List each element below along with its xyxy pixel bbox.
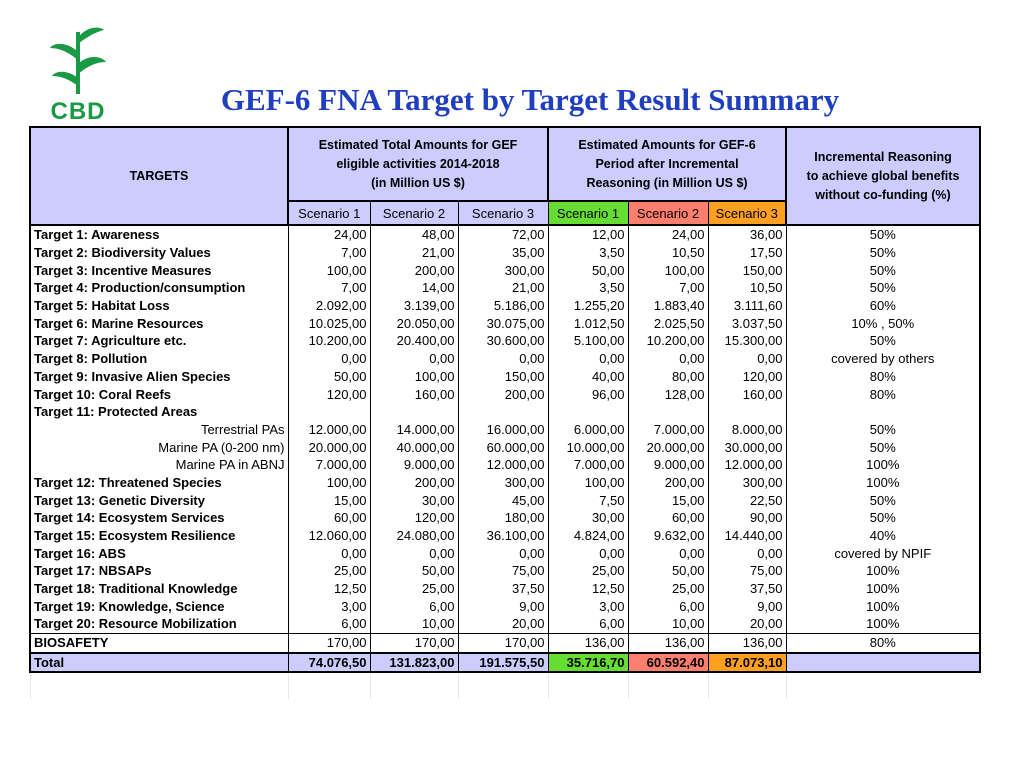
cell-value: 9.000,00 [628, 456, 708, 474]
summary-table [29, 126, 981, 699]
row-label: Target 5: Habitat Loss [30, 297, 288, 315]
cell-value: 100,00 [548, 474, 628, 492]
cell-percent: 50% [786, 509, 980, 527]
table-row [30, 403, 980, 421]
cell-value: 35,00 [458, 244, 548, 262]
row-label: Marine PA (0-200 nm) [30, 438, 288, 456]
row-label: Target 10: Coral Reefs [30, 385, 288, 403]
cell-value: 50,00 [288, 368, 370, 386]
cell-percent: 100% [786, 562, 980, 580]
cell-percent: 50% [786, 225, 980, 244]
cell-percent: covered by NPIF [786, 544, 980, 562]
row-label: Target 16: ABS [30, 544, 288, 562]
cell-value: 7.000,00 [288, 456, 370, 474]
targets-header: TARGETS [30, 127, 288, 225]
cell-value: 35.716,70 [548, 653, 628, 673]
row-label: Target 2: Biodiversity Values [30, 244, 288, 262]
table-row [30, 279, 980, 297]
cell-value: 40.000,00 [370, 438, 458, 456]
cell-value: 60.592,40 [628, 653, 708, 673]
table-row [30, 244, 980, 262]
cell-value [548, 403, 628, 421]
table-row [30, 261, 980, 279]
cell-value: 0,00 [370, 544, 458, 562]
cell-value: 100,00 [288, 474, 370, 492]
cell-value: 0,00 [708, 544, 786, 562]
cell-percent: 50% [786, 244, 980, 262]
cell-value: 30,00 [548, 509, 628, 527]
cell-value: 0,00 [458, 544, 548, 562]
table-row [30, 456, 980, 474]
cell-value: 24,00 [628, 225, 708, 244]
cell-value: 3,00 [548, 597, 628, 615]
row-label: Target 4: Production/consumption [30, 279, 288, 297]
cell-percent: 80% [786, 385, 980, 403]
cell-value: 200,00 [458, 385, 548, 403]
cell-value: 120,00 [708, 368, 786, 386]
cell-value: 74.076,50 [288, 653, 370, 673]
cell-value: 8.000,00 [708, 421, 786, 439]
cell-value: 6,00 [628, 597, 708, 615]
cell-value: 2.092,00 [288, 297, 370, 315]
cell-value: 20,00 [708, 615, 786, 633]
cell-value: 37,50 [458, 580, 548, 598]
cell-value: 2.025,50 [628, 314, 708, 332]
row-label: Target 15: Ecosystem Resilience [30, 527, 288, 545]
cell-value: 14.000,00 [370, 421, 458, 439]
group-header-incremental: Estimated Amounts for GEF-6 Period after Incremental Reasoning (in Million US $) [548, 127, 786, 201]
scenario-header: Scenario 1 [288, 201, 370, 225]
cell-percent: 40% [786, 527, 980, 545]
cell-value: 30.000,00 [708, 438, 786, 456]
table-row [30, 368, 980, 386]
cell-value: 200,00 [370, 261, 458, 279]
cell-value: 9,00 [458, 597, 548, 615]
cell-value: 7.000,00 [628, 421, 708, 439]
cell-value: 5.186,00 [458, 297, 548, 315]
cell-value: 12,00 [548, 225, 628, 244]
cell-value: 75,00 [708, 562, 786, 580]
cell-value: 0,00 [548, 350, 628, 368]
table-row [30, 527, 980, 545]
cell-value: 3.037,50 [708, 314, 786, 332]
cell-value: 6,00 [370, 597, 458, 615]
table-row [30, 225, 980, 244]
cell-value: 120,00 [370, 509, 458, 527]
cell-value: 37,50 [708, 580, 786, 598]
cell-percent [786, 653, 980, 673]
cell-value: 36.100,00 [458, 527, 548, 545]
cell-value: 20,00 [458, 615, 548, 633]
cell-percent [786, 403, 980, 421]
row-label: Target 20: Resource Mobilization [30, 615, 288, 633]
cell-value: 96,00 [548, 385, 628, 403]
cell-value: 12.000,00 [288, 421, 370, 439]
cell-value: 0,00 [458, 350, 548, 368]
scenario-header: Scenario 3 [708, 201, 786, 225]
cell-value: 40,00 [548, 368, 628, 386]
cell-value: 30.600,00 [458, 332, 548, 350]
total-row [30, 653, 980, 673]
row-label: Target 9: Invasive Alien Species [30, 368, 288, 386]
cell-value: 6.000,00 [548, 421, 628, 439]
cell-percent: 80% [786, 368, 980, 386]
cell-value: 0,00 [548, 544, 628, 562]
cell-percent: 50% [786, 438, 980, 456]
cell-value: 10,00 [628, 615, 708, 633]
cell-percent: 100% [786, 615, 980, 633]
cell-value: 128,00 [628, 385, 708, 403]
cell-value: 170,00 [288, 633, 370, 652]
cell-value: 50,00 [370, 562, 458, 580]
cell-value: 10,00 [370, 615, 458, 633]
cell-percent: 50% [786, 491, 980, 509]
cell-value: 48,00 [370, 225, 458, 244]
row-label: Target 19: Knowledge, Science [30, 597, 288, 615]
row-label: Target 12: Threatened Species [30, 474, 288, 492]
row-label: BIOSAFETY [30, 633, 288, 652]
cell-value: 50,00 [548, 261, 628, 279]
cell-value: 7,00 [628, 279, 708, 297]
cell-value: 72,00 [458, 225, 548, 244]
cell-value: 12.000,00 [708, 456, 786, 474]
cell-value: 1.012,50 [548, 314, 628, 332]
cell-value: 7,50 [548, 491, 628, 509]
table-row [30, 332, 980, 350]
cell-value: 14,00 [370, 279, 458, 297]
cell-value: 10.200,00 [288, 332, 370, 350]
cell-value: 25,00 [548, 562, 628, 580]
table-row [30, 615, 980, 633]
cell-percent: covered by others [786, 350, 980, 368]
cell-value: 0,00 [288, 544, 370, 562]
cell-value: 160,00 [370, 385, 458, 403]
cell-value: 25,00 [628, 580, 708, 598]
table-row [30, 509, 980, 527]
header-row [30, 127, 980, 201]
cell-value: 25,00 [288, 562, 370, 580]
cell-value: 30,00 [370, 491, 458, 509]
cell-percent: 60% [786, 297, 980, 315]
cell-value: 10,50 [708, 279, 786, 297]
cell-value: 300,00 [708, 474, 786, 492]
table-row [30, 350, 980, 368]
row-label: Target 17: NBSAPs [30, 562, 288, 580]
scenario-header: Scenario 2 [370, 201, 458, 225]
cell-value: 100,00 [288, 261, 370, 279]
cell-value: 3,50 [548, 244, 628, 262]
cell-value: 15,00 [288, 491, 370, 509]
cell-value: 136,00 [548, 633, 628, 652]
row-label: Total [30, 653, 288, 673]
cell-value: 20.050,00 [370, 314, 458, 332]
cell-value: 3.111,60 [708, 297, 786, 315]
cell-value: 45,00 [458, 491, 548, 509]
cell-value: 160,00 [708, 385, 786, 403]
cell-percent: 50% [786, 261, 980, 279]
table-row [30, 438, 980, 456]
table-row [30, 562, 980, 580]
row-label: Target 18: Traditional Knowledge [30, 580, 288, 598]
cell-value: 3,50 [548, 279, 628, 297]
table-row [30, 597, 980, 615]
cell-value: 25,00 [370, 580, 458, 598]
cell-value: 60,00 [288, 509, 370, 527]
cell-value: 90,00 [708, 509, 786, 527]
cell-value: 9,00 [708, 597, 786, 615]
cell-percent: 10% , 50% [786, 314, 980, 332]
cell-value: 170,00 [370, 633, 458, 652]
cell-value: 10,50 [628, 244, 708, 262]
cell-value: 191.575,50 [458, 653, 548, 673]
cell-value: 7.000,00 [548, 456, 628, 474]
cell-value: 6,00 [548, 615, 628, 633]
cell-value: 21,00 [370, 244, 458, 262]
cell-value: 1.883,40 [628, 297, 708, 315]
table-row [30, 385, 980, 403]
cell-value: 120,00 [288, 385, 370, 403]
row-label: Marine PA in ABNJ [30, 456, 288, 474]
logo-text: CBD [50, 98, 106, 125]
cell-value: 12,50 [288, 580, 370, 598]
cell-percent: 50% [786, 421, 980, 439]
cell-value [370, 403, 458, 421]
cell-value: 9.000,00 [370, 456, 458, 474]
scenario-header: Scenario 1 [548, 201, 628, 225]
group-header-total: Estimated Total Amounts for GEF eligible activities 2014-2018 (in Million US $) [288, 127, 548, 201]
scenario-header: Scenario 2 [628, 201, 708, 225]
cell-value: 30.075,00 [458, 314, 548, 332]
table-row [30, 544, 980, 562]
row-label: Target 6: Marine Resources [30, 314, 288, 332]
table-row [30, 474, 980, 492]
cell-value: 17,50 [708, 244, 786, 262]
cell-value: 200,00 [370, 474, 458, 492]
cell-value: 200,00 [628, 474, 708, 492]
table-row [30, 314, 980, 332]
cell-value: 100,00 [370, 368, 458, 386]
row-label: Terrestrial PAs [30, 421, 288, 439]
cell-value: 300,00 [458, 474, 548, 492]
cell-value: 3.139,00 [370, 297, 458, 315]
row-label: Target 7: Agriculture etc. [30, 332, 288, 350]
row-label: Target 14: Ecosystem Services [30, 509, 288, 527]
cell-value: 0,00 [628, 544, 708, 562]
cell-value: 21,00 [458, 279, 548, 297]
cell-value: 20.000,00 [288, 438, 370, 456]
cell-value [288, 403, 370, 421]
cell-value: 0,00 [708, 350, 786, 368]
cell-value: 180,00 [458, 509, 548, 527]
cell-value: 14.440,00 [708, 527, 786, 545]
cell-value: 7,00 [288, 279, 370, 297]
cell-value: 7,00 [288, 244, 370, 262]
cell-percent: 80% [786, 633, 980, 652]
empty-row [30, 672, 980, 699]
cell-value: 15,00 [628, 491, 708, 509]
cell-value: 87.073,10 [708, 653, 786, 673]
cell-value: 22,50 [708, 491, 786, 509]
cell-value [628, 403, 708, 421]
cell-value: 20.400,00 [370, 332, 458, 350]
cell-value: 100,00 [628, 261, 708, 279]
table-row [30, 297, 980, 315]
plant-icon [46, 24, 110, 96]
cell-value: 150,00 [458, 368, 548, 386]
cell-value: 0,00 [370, 350, 458, 368]
cell-value: 300,00 [458, 261, 548, 279]
cell-value: 15.300,00 [708, 332, 786, 350]
cell-value: 6,00 [288, 615, 370, 633]
cell-value: 60,00 [628, 509, 708, 527]
cell-value: 10.000,00 [548, 438, 628, 456]
row-label: Target 11: Protected Areas [30, 403, 288, 421]
cell-value: 24.080,00 [370, 527, 458, 545]
cell-value: 136,00 [708, 633, 786, 652]
cell-value: 0,00 [288, 350, 370, 368]
cell-value: 75,00 [458, 562, 548, 580]
table-row [30, 580, 980, 598]
cell-value: 16.000,00 [458, 421, 548, 439]
table-row [30, 421, 980, 439]
cell-value: 0,00 [628, 350, 708, 368]
cell-percent: 50% [786, 332, 980, 350]
cell-value: 1.255,20 [548, 297, 628, 315]
row-label: Target 13: Genetic Diversity [30, 491, 288, 509]
cell-value: 50,00 [628, 562, 708, 580]
page-title: GEF-6 FNA Target by Target Result Summary [220, 82, 840, 117]
cell-value [708, 403, 786, 421]
cell-value: 10.025,00 [288, 314, 370, 332]
cell-percent: 100% [786, 597, 980, 615]
cell-value: 150,00 [708, 261, 786, 279]
cell-value: 131.823,00 [370, 653, 458, 673]
table-row [30, 491, 980, 509]
cell-percent: 50% [786, 279, 980, 297]
cell-value: 5.100,00 [548, 332, 628, 350]
cell-value: 4.824,00 [548, 527, 628, 545]
cell-value [458, 403, 548, 421]
cell-value: 3,00 [288, 597, 370, 615]
cell-value: 136,00 [628, 633, 708, 652]
cell-value: 10.200,00 [628, 332, 708, 350]
cell-value: 36,00 [708, 225, 786, 244]
cell-value: 12,50 [548, 580, 628, 598]
cell-value: 80,00 [628, 368, 708, 386]
cell-value: 170,00 [458, 633, 548, 652]
cell-value: 20.000,00 [628, 438, 708, 456]
biosafety-row [30, 633, 980, 652]
cell-percent: 100% [786, 580, 980, 598]
cell-value: 9.632,00 [628, 527, 708, 545]
cell-value: 60.000,00 [458, 438, 548, 456]
cell-value: 12.000,00 [458, 456, 548, 474]
scenario-header: Scenario 3 [458, 201, 548, 225]
row-label: Target 8: Pollution [30, 350, 288, 368]
cell-percent: 100% [786, 474, 980, 492]
row-label: Target 1: Awareness [30, 225, 288, 244]
cbd-logo [46, 24, 116, 124]
row-label: Target 3: Incentive Measures [30, 261, 288, 279]
group-header-reasoning: Incremental Reasoning to achieve global benefits without co-funding (%) [786, 127, 980, 225]
cell-value: 24,00 [288, 225, 370, 244]
cell-percent: 100% [786, 456, 980, 474]
cell-value: 12.060,00 [288, 527, 370, 545]
